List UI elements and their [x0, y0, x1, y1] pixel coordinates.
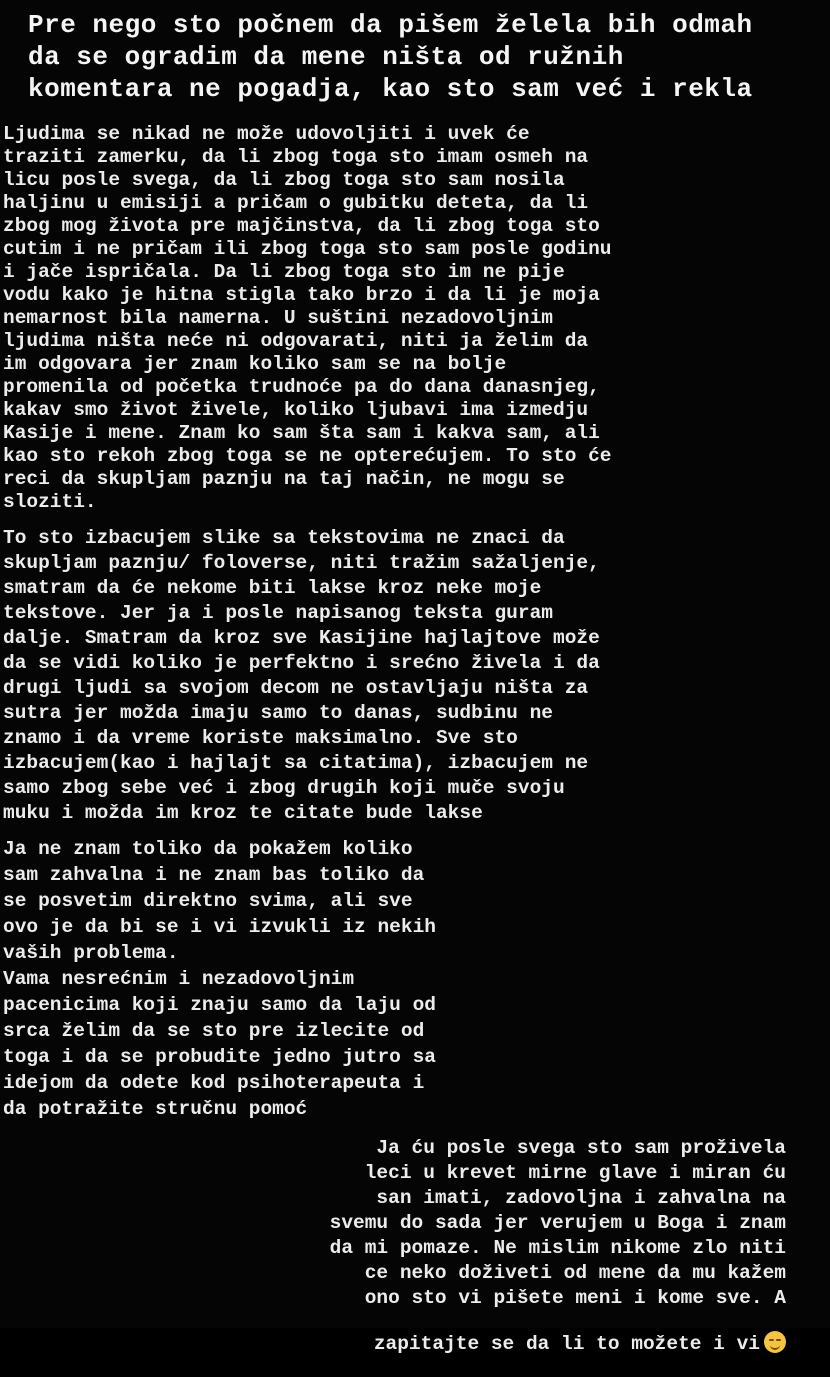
paragraph-4-last-line	[327, 1309, 786, 1377]
paragraph-2-line: skupljam paznju/ foloverse, niti tražim sažaljenje,	[3, 552, 600, 574]
paragraph-1-line: i jače ispričala. Da li zbog toga sto im ne pije	[3, 261, 565, 283]
paragraph-4-line: san imati, zadovoljna i zahvalna na	[376, 1187, 786, 1209]
heading-line-1: Pre nego sto počnem da pišem želela bih odmah	[28, 10, 753, 40]
paragraph-1-line: Kasije i mene. Znam ko sam šta sam i kakva sam, ali	[3, 422, 600, 444]
paragraph-1-line: kakav smo život živele, koliko ljubavi ima izmedju	[3, 399, 589, 421]
paragraph-3-line: toga i da se probudite jedno jutro sa	[3, 1046, 436, 1068]
paragraph-1-line: sloziti.	[3, 491, 97, 513]
paragraph-2-line: muku i možda im kroz te citate bude lakse	[3, 802, 483, 824]
heading-line-3: komentara ne pogadja, kao sto sam već i rekla	[28, 74, 753, 104]
paragraph-1-line: vodu kako je hitna stigla tako brzo i da li je moja	[3, 284, 600, 306]
paragraph-4-line: ono sto vi pišete meni i kome sve. A	[364, 1287, 786, 1309]
paragraph-1-line: Ljudima se nikad ne može udovoljiti i uvek će	[3, 123, 530, 145]
heading-line-2: da se ogradim da mene ništa od ružnih	[28, 42, 624, 72]
paragraph-4-line: leci u krevet mirne glave i miran ću	[364, 1162, 786, 1184]
paragraph-2-line: samo zbog sebe već i zbog drugih koji muče svoju	[3, 777, 565, 799]
paragraph-4-line: ce neko doživeti od mene da mu kažem	[364, 1262, 786, 1284]
paragraph-2-line: tekstove. Jer ja i posle napisanog teksta guram	[3, 602, 553, 624]
smiling-face-icon	[764, 1331, 786, 1353]
paragraph-3-line: vaših problema.	[3, 942, 179, 964]
paragraph-3-line: srca želim da se sto pre izlecite od	[3, 1020, 425, 1042]
paragraph-2-line: sutra jer možda imaju samo to danas, sudbinu ne	[3, 702, 553, 724]
paragraph-1-line: im odgovara jer znam koliko sam se na bolje	[3, 353, 507, 375]
paragraph-2-line: da se vidi koliko je perfektno i srećno živela i da	[3, 652, 600, 674]
paragraph-3-line: da potražite stručnu pomoć	[3, 1098, 308, 1120]
paragraph-3-line: Ja ne znam toliko da pokažem koliko	[3, 838, 413, 860]
paragraph-4-line: da mi pomaze. Ne mislim nikome zlo niti	[329, 1237, 786, 1259]
paragraph-2-line: To sto izbacujem slike sa tekstovima ne znaci da	[3, 527, 565, 549]
paragraph-3-line: sam zahvalna i ne znam bas toliko da	[3, 864, 425, 886]
paragraph-1-line: zbog mog života pre majčinstva, da li zbog toga sto	[3, 215, 600, 237]
paragraph-3-line: Vama nesrećnim i nezadovoljnim	[3, 968, 355, 990]
paragraph-1-line: traziti zamerku, da li zbog toga sto imam osmeh na	[3, 146, 589, 168]
paragraph-3-line: idejom da odete kod psihoterapeuta i	[3, 1072, 425, 1094]
paragraph-4-line: Ja ću posle svega sto sam proživela	[376, 1137, 786, 1159]
paragraph-2-line: drugi ljudi sa svojom decom ne ostavljaju ništa za	[3, 677, 589, 699]
paragraph-2-line: znamo i da vreme koriste maksimalno. Sve sto	[3, 727, 518, 749]
paragraph-3-line: pacenicima koji znaju samo da laju od	[3, 994, 436, 1016]
paragraph-4-line: zapitajte se da li to možete i vi	[373, 1333, 760, 1355]
paragraph-1-line: haljinu u emisiji a pričam o gubitku deteta, da li	[3, 192, 589, 214]
paragraph-4-line: svemu do sada jer verujem u Boga i znam	[329, 1212, 786, 1234]
paragraph-1-line: ljudima ništa neće ni odgovarati, niti ja želim da	[3, 330, 589, 352]
paragraph-1-line: promenila od početka trudnoće pa do dana danasnjeg,	[3, 376, 600, 398]
paragraph-1-line: cutim i ne pričam ili zbog toga sto sam posle godinu	[3, 238, 612, 260]
paragraph-3-line: ovo je da bi se i vi izvukli iz nekih	[3, 916, 436, 938]
paragraph-2-line: izbacujem(kao i hajlajt sa citatima), izbacujem ne	[3, 752, 589, 774]
paragraph-1-line: nemarnost bila namerna. U suštini nezadovoljnim	[3, 307, 553, 329]
paragraph-1-line: kao sto rekoh zbog toga se ne opterećujem. To sto će	[3, 445, 612, 467]
paragraph-2-line: dalje. Smatram da kroz sve Kasijine hajlajtove može	[3, 627, 600, 649]
paragraph-1-line: licu posle svega, da li zbog toga sto sam nosila	[3, 169, 565, 191]
paragraph-1-line: reci da skupljam paznju na taj način, ne mogu se	[3, 468, 565, 490]
paragraph-2-line: smatram da će nekome biti lakse kroz neke moje	[3, 577, 542, 599]
paragraph-3-line: se posvetim direktno svima, ali sve	[3, 890, 413, 912]
